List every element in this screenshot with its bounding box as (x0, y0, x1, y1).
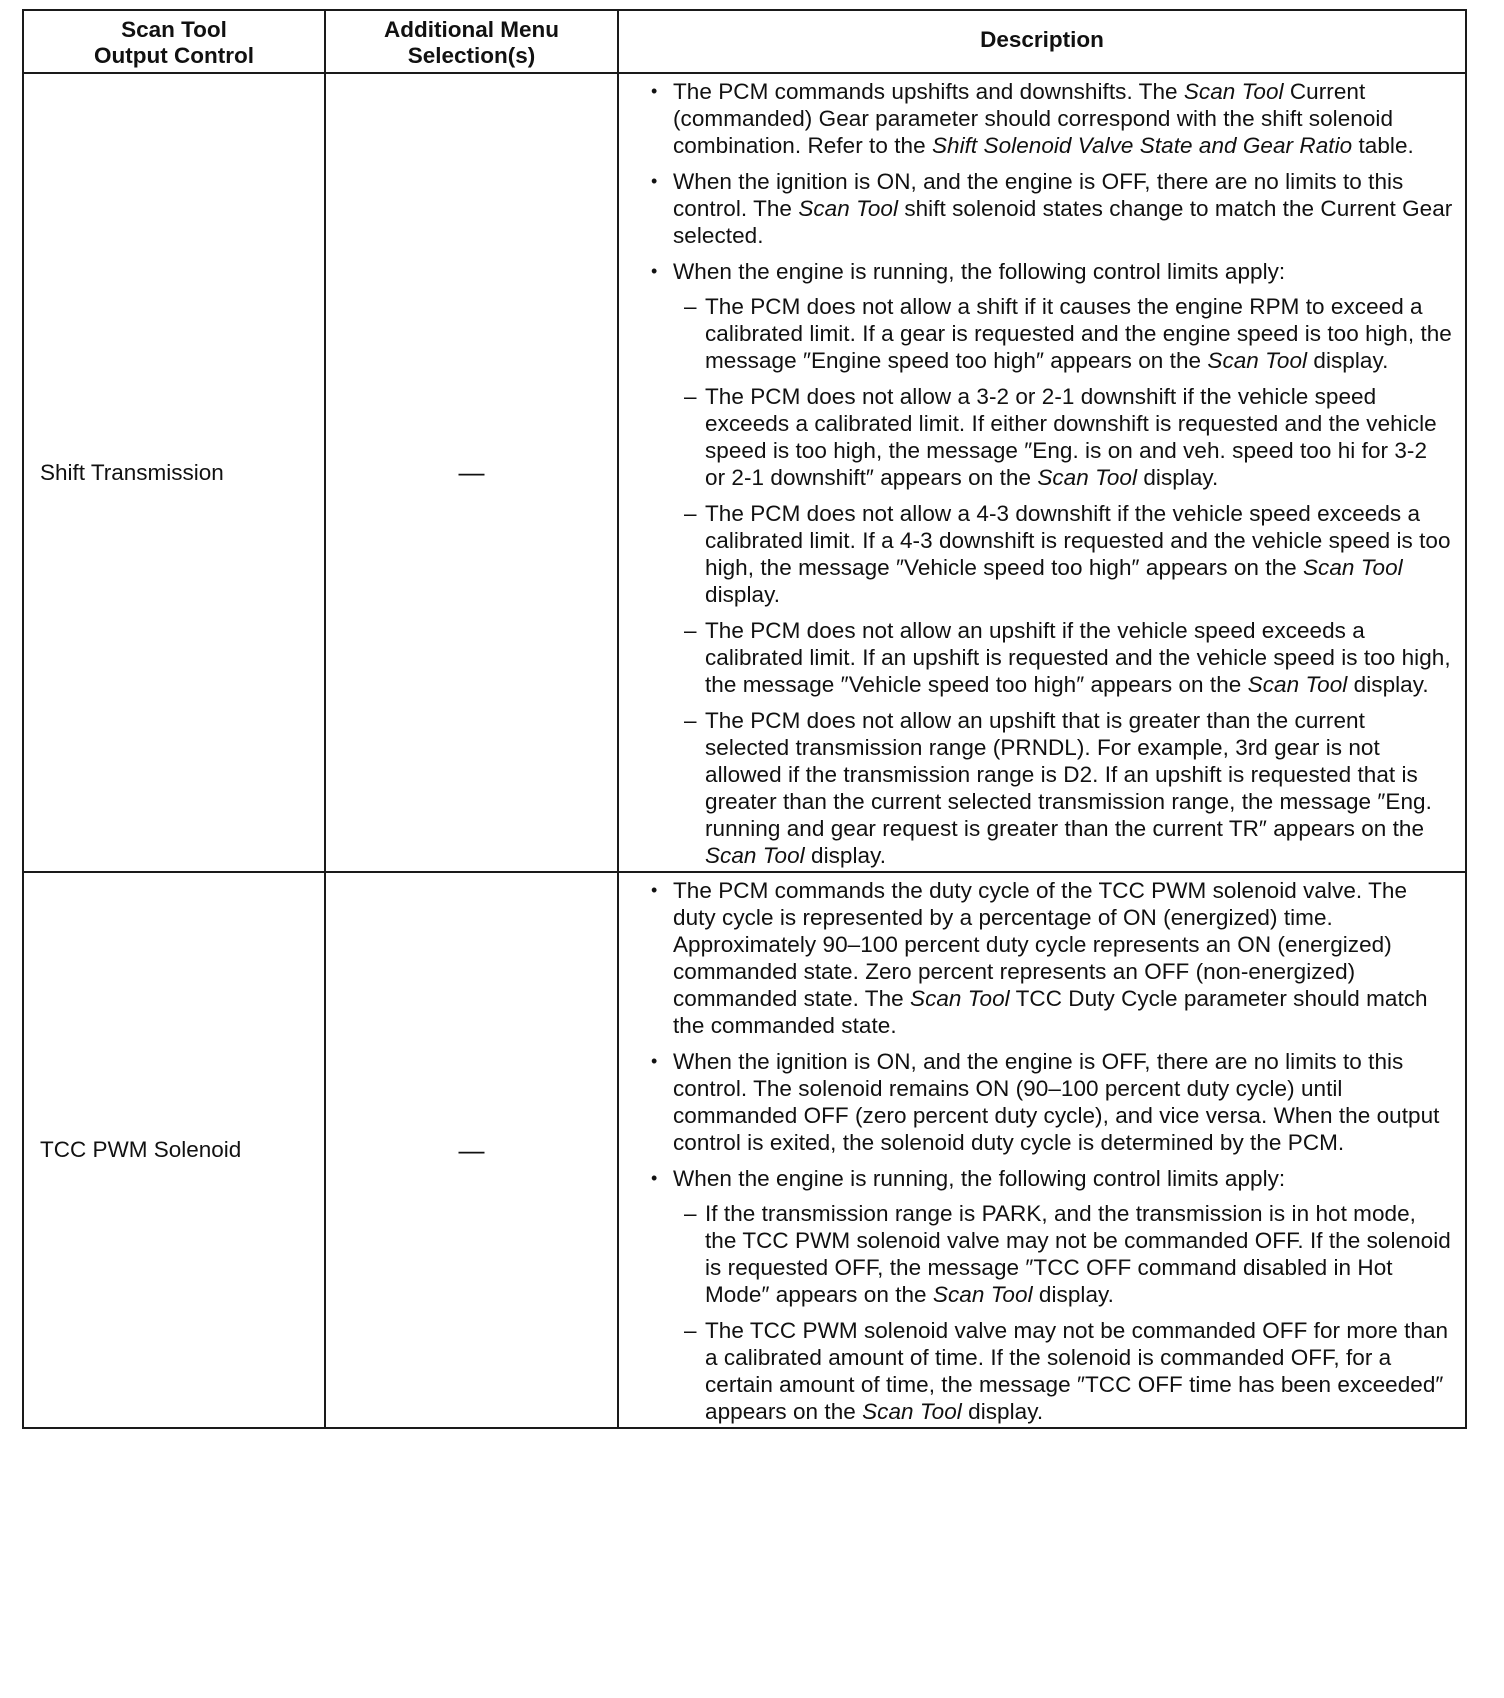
italic-run: Scan Tool (1037, 465, 1138, 490)
header-scan-tool-output-control (23, 10, 325, 73)
header-col1-line2: Output Control (94, 42, 254, 68)
table-body (23, 73, 1466, 1428)
output-control-table (22, 9, 1467, 1429)
italic-run: Scan Tool (1207, 348, 1308, 373)
sub-item (673, 383, 1453, 491)
text-run: display. (961, 1399, 1044, 1424)
table-row-tcc-pwm-solenoid (23, 872, 1466, 1428)
text-run: Current (commanded) Gear parameter should correspond with the shift solenoid combination. Refer to the (673, 79, 1394, 158)
text-run: The PCM commands upshifts and downshifts. The (673, 79, 1184, 104)
italic-run: Shift Solenoid Valve State and Gear Ratio (931, 133, 1353, 158)
italic-run: Scan Tool (798, 196, 899, 221)
header-col1-line1: Scan Tool (121, 16, 227, 42)
text-run: display. (1032, 1282, 1114, 1307)
text-run: display. (1307, 348, 1389, 373)
bullet-item (651, 1048, 1453, 1156)
bullet-item (651, 168, 1453, 249)
text-run: display. (705, 582, 781, 607)
sub-item-list (673, 1200, 1453, 1425)
italic-run: Scan Tool (862, 1399, 962, 1424)
italic-run: Scan Tool (1303, 555, 1403, 580)
header-col2-line2: Selection(s) (407, 42, 536, 68)
sub-item (673, 707, 1453, 869)
selection-cell: — (325, 73, 618, 872)
control-name-cell: Shift Transmission (23, 73, 325, 872)
text-run: The PCM commands the duty cycle of the TCC PWM solenoid valve. The duty cycle is represented by a percentage of ON (energized) time. Approximately 90–100 percent duty cycle represents an ON (energized) commanded state. Zero percent represents an OFF (non-energized) commanded state. The (673, 878, 1408, 1011)
description-bullet-list (651, 877, 1453, 1425)
text-run: The PCM does not allow an upshift that is greater than the current selected transmission range (PRNDL). For example, 3rd gear is not allowed if the transmission range is D2. If an upshift is requested that is greater than the current selected transmission range, the message ″Eng. running and gear request is greater than the current TR″ appears on the (705, 708, 1432, 841)
text-run: The PCM does not allow a 3-2 or 2-1 downshift if the vehicle speed exceeds a calibrated limit. If either downshift is requested and the vehicle speed is too high, the message ″Eng. is on and veh. speed too hi for 3-2 or 2-1 downshift″ appears on the (705, 384, 1437, 490)
text-run: If the transmission range is PARK, and the transmission is in hot mode, the TCC PWM solenoid valve may not be commanded OFF. If the solenoid is requested OFF, the message ″TCC OFF command disabled in Hot Mode″ appears on the (705, 1201, 1451, 1307)
text-run: The PCM does not allow an upshift if the vehicle speed exceeds a calibrated limit. If an upshift is requested and the vehicle speed is too high, the message ″Vehicle speed too high″ appears on the (705, 618, 1451, 697)
text-run: table. (1352, 133, 1414, 158)
description-cell (618, 872, 1466, 1428)
header-row (23, 10, 1466, 73)
text-run: When the ignition is ON, and the engine is OFF, there are no limits to this control. The solenoid remains ON (90–100 percent duty cycle) until commanded OFF (zero percent duty cycle), and vice versa. When the output control is exited, the solenoid duty cycle is determined by the PCM. (673, 1049, 1440, 1155)
bullet-item (651, 258, 1453, 869)
text-run: shift solenoid states change to match the Current Gear selected. (673, 196, 1453, 248)
text-run: The PCM does not allow a shift if it causes the engine RPM to exceed a calibrated limit. If a gear is requested and the engine speed is too high, the message ″Engine speed too high″ appears on the (705, 294, 1452, 373)
text-run: When the engine is running, the following control limits apply: (673, 259, 1286, 284)
sub-item (673, 617, 1453, 698)
table-row-shift-transmission (23, 73, 1466, 872)
bullet-item (651, 877, 1453, 1039)
table-header (23, 10, 1466, 73)
text-run: The TCC PWM solenoid valve may not be commanded OFF for more than a calibrated amount of time. If the solenoid is commanded OFF, for a certain amount of time, the message ″TCC OFF time has been exceeded″ appears on the (705, 1318, 1449, 1424)
sub-item (673, 500, 1453, 608)
header-col2-line1: Additional Menu (384, 16, 559, 42)
text-run: display. (804, 843, 887, 868)
control-name-cell: TCC PWM Solenoid (23, 872, 325, 1428)
description-cell (618, 73, 1466, 872)
sub-item (673, 1317, 1453, 1425)
sub-item-list (673, 293, 1453, 869)
italic-run: Scan Tool (1183, 79, 1284, 104)
italic-run: Scan Tool (910, 986, 1010, 1011)
italic-run: Scan Tool (1247, 672, 1348, 697)
italic-run: Scan Tool (705, 843, 805, 868)
text-run: When the engine is running, the following control limits apply: (673, 1166, 1286, 1191)
text-run: display. (1347, 672, 1429, 697)
text-run: TCC Duty Cycle parameter should match the commanded state. (673, 986, 1428, 1038)
bullet-item (651, 1165, 1453, 1425)
text-run: When the ignition is ON, and the engine is OFF, there are no limits to this control. The (673, 169, 1404, 221)
bullet-item (651, 78, 1453, 159)
sub-item (673, 293, 1453, 374)
selection-cell: — (325, 872, 618, 1428)
text-run: The PCM does not allow a 4-3 downshift if the vehicle speed exceeds a calibrated limit. If a 4-3 downshift is requested and the vehicle speed is too high, the message ″Vehicle speed too high″ appears on the (705, 501, 1451, 580)
text-run: display. (1137, 465, 1219, 490)
description-bullet-list (651, 78, 1453, 869)
header-description: Description (618, 10, 1466, 73)
header-additional-menu-selections (325, 10, 618, 73)
italic-run: Scan Tool (932, 1282, 1033, 1307)
sub-item (673, 1200, 1453, 1308)
